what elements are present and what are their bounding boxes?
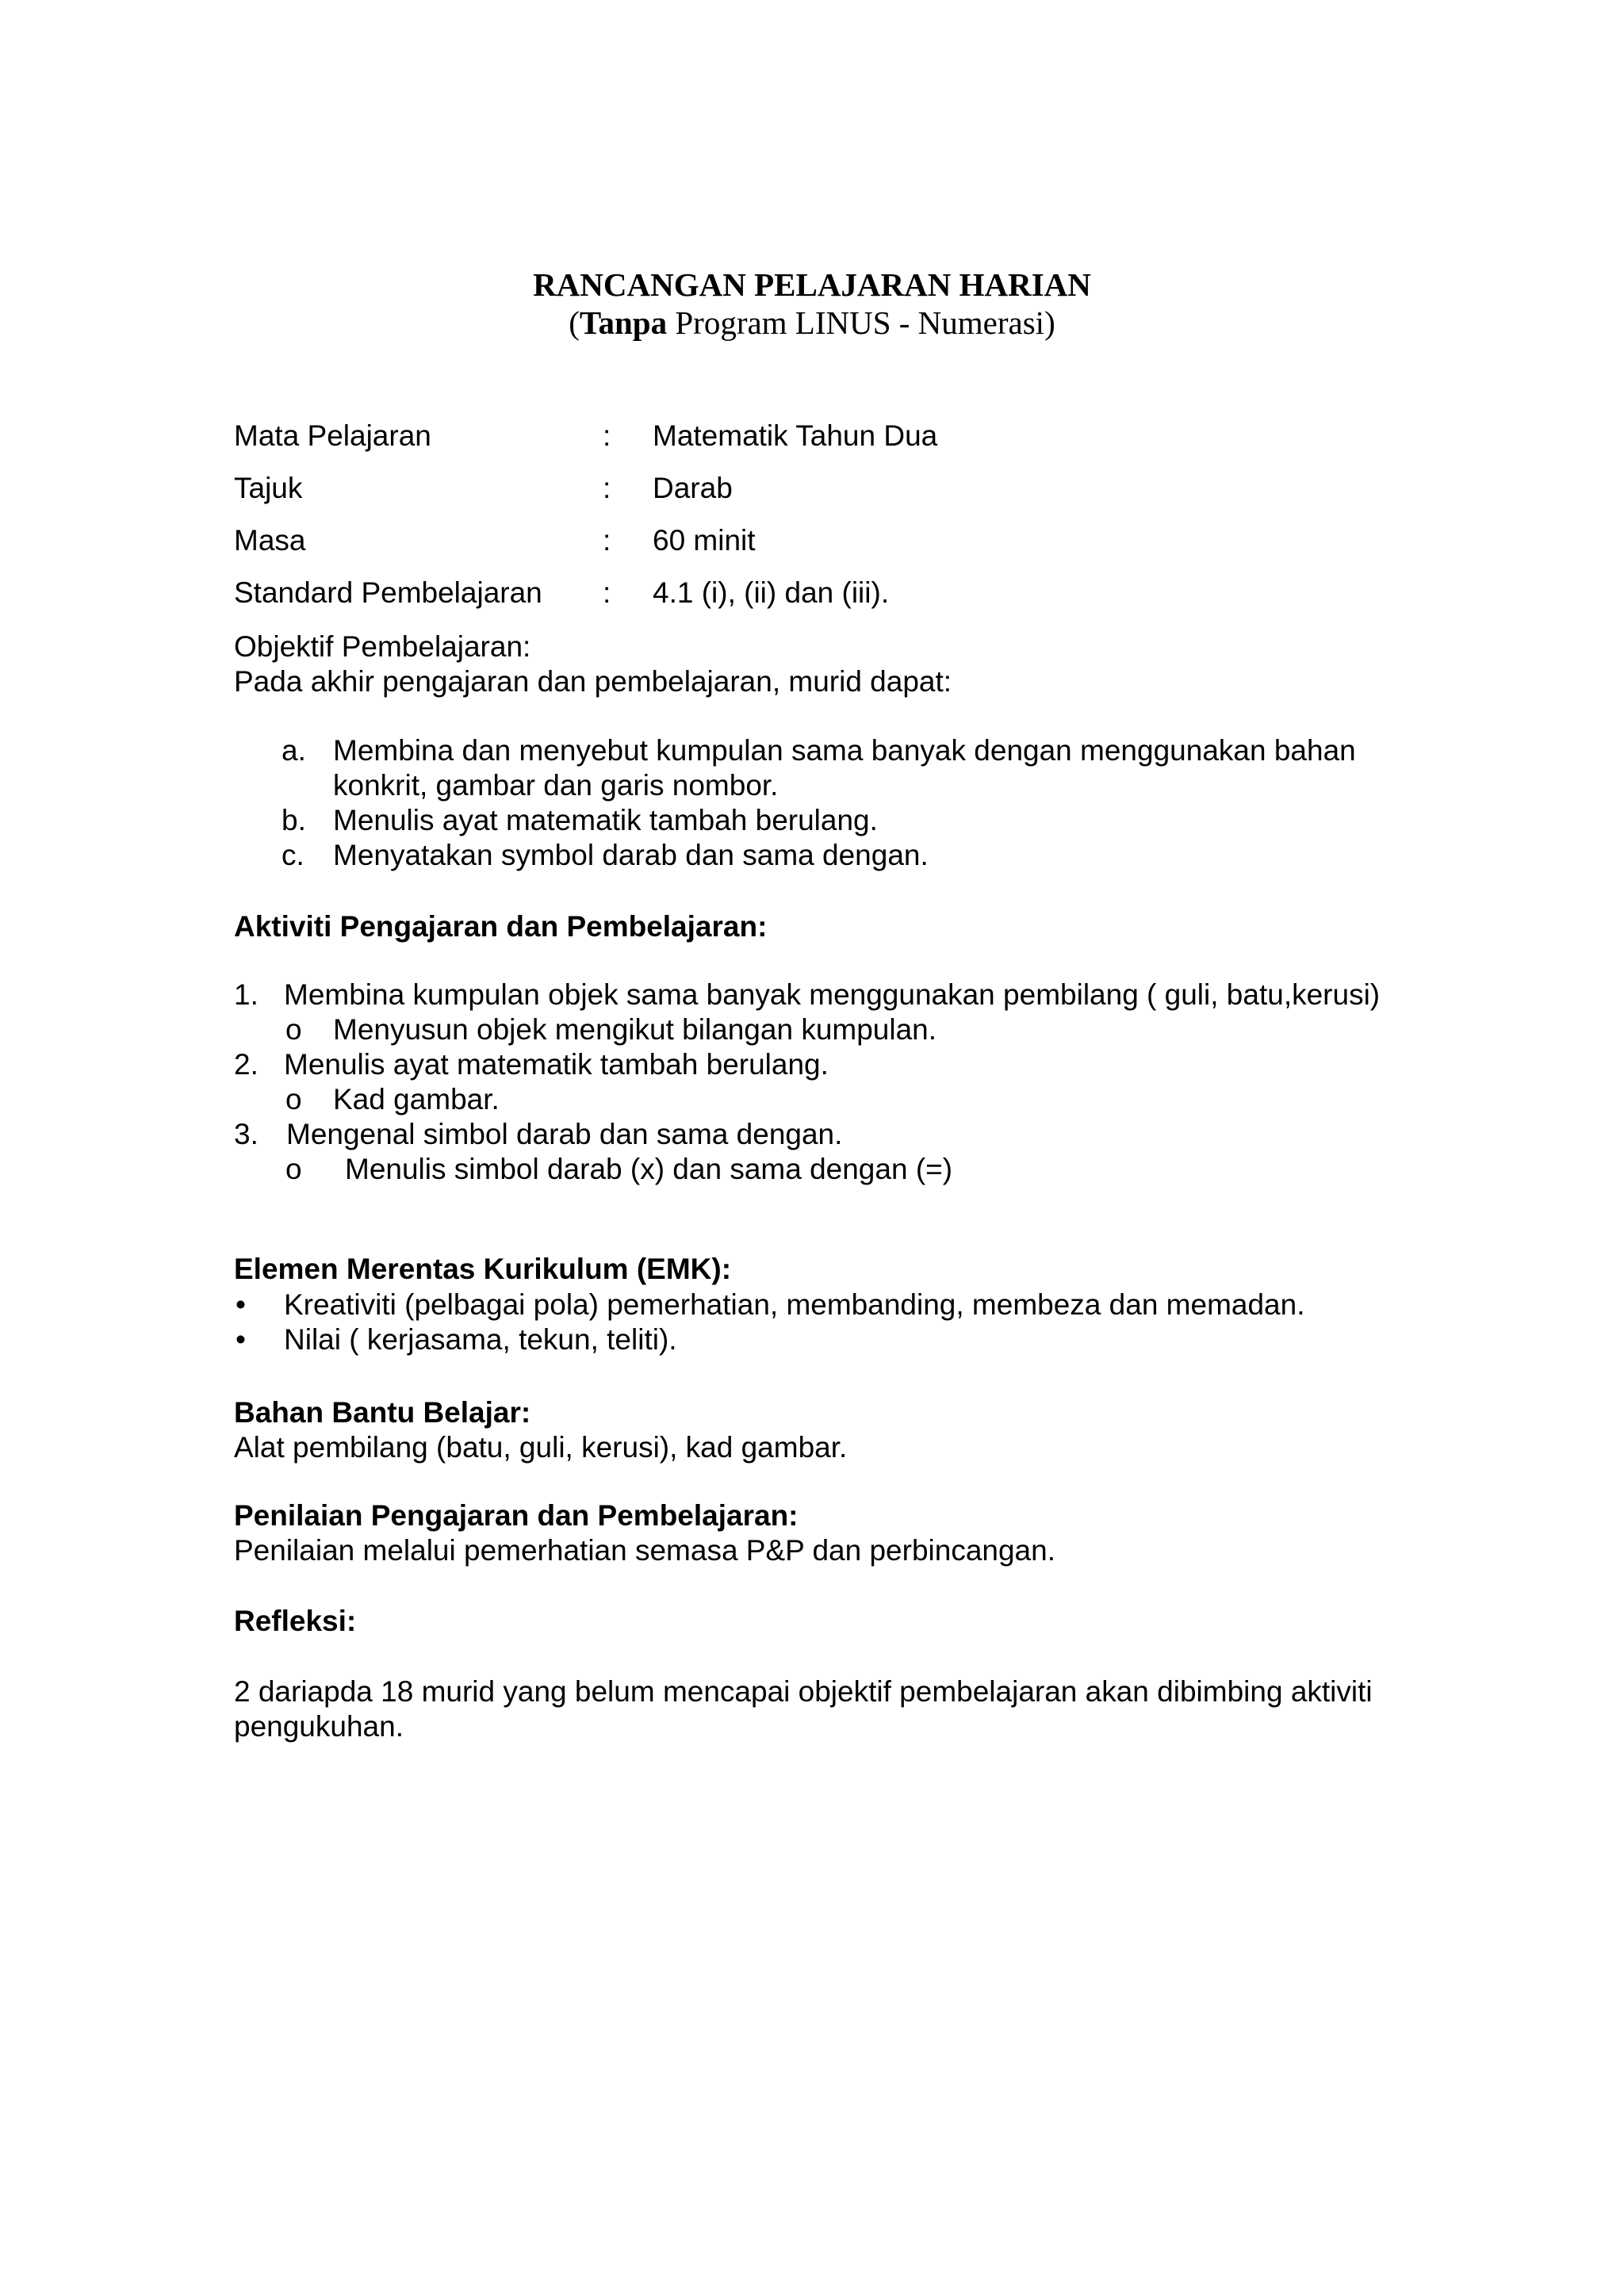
refleksi-section xyxy=(234,1604,1439,1639)
activity-subtext: Menulis simbol darab (x) dan sama dengan (=) xyxy=(345,1153,953,1185)
refleksi-text-line-1: 2 dariapda 18 murid yang belum mencapai objektif pembelajaran akan dibimbing aktiviti xyxy=(234,1675,1373,1708)
info-label: Masa xyxy=(234,524,306,557)
objectives-intro: Pada akhir pengajaran dan pembelajaran, murid dapat: xyxy=(234,665,952,698)
list-number: 2. xyxy=(234,1048,259,1081)
info-separator: : xyxy=(603,524,611,557)
activities-heading: Aktiviti Pengajaran dan Pembelajaran: xyxy=(234,910,768,943)
list-marker: a. xyxy=(282,734,306,767)
bbb-section xyxy=(234,1395,1439,1465)
info-value: 4.1 (i), (ii) dan (iii). xyxy=(653,576,890,609)
info-label: Standard Pembelajaran xyxy=(234,576,542,609)
objective-text: Menyatakan symbol darab dan sama dengan. xyxy=(333,839,929,871)
objective-text: konkrit, gambar dan garis nombor. xyxy=(333,769,779,802)
activity-text: Menulis ayat matematik tambah berulang. xyxy=(284,1048,829,1081)
bullet-icon: • xyxy=(236,1288,246,1321)
objective-text: Membina dan menyebut kumpulan sama banyak dengan menggunakan bahan xyxy=(333,734,1356,767)
subtitle-rest: Program LINUS - Numerasi) xyxy=(667,304,1055,341)
objective-text: Menulis ayat matematik tambah berulang. xyxy=(333,804,878,836)
bbb-text: Alat pembilang (batu, guli, kerusi), kad gambar. xyxy=(234,1431,848,1464)
activities-section xyxy=(234,909,1439,944)
info-value: 60 minit xyxy=(653,524,756,557)
circle-bullet-icon: o xyxy=(285,1083,302,1115)
info-label: Tajuk xyxy=(234,472,303,504)
info-label: Mata Pelajaran xyxy=(234,419,431,452)
subtitle-bold-word: Tanpa xyxy=(579,304,668,341)
bullet-icon: • xyxy=(236,1323,246,1356)
penilaian-heading: Penilaian Pengajaran dan Pembelajaran: xyxy=(234,1499,799,1532)
list-marker: b. xyxy=(282,804,306,836)
refleksi-text-line-2: pengukuhan. xyxy=(234,1710,404,1743)
list-number: 3. xyxy=(234,1118,259,1150)
info-value: Darab xyxy=(653,472,733,504)
activity-text: Mengenal simbol darab dan sama dengan. xyxy=(286,1118,843,1150)
activity-subtext: Menyusun objek mengikut bilangan kumpulan. xyxy=(333,1013,937,1046)
info-separator: : xyxy=(603,576,611,609)
title-block xyxy=(0,266,1624,342)
info-separator: : xyxy=(603,472,611,504)
emk-heading: Elemen Merentas Kurikulum (EMK): xyxy=(234,1253,732,1285)
info-value: Matematik Tahun Dua xyxy=(653,419,938,452)
document-subtitle xyxy=(0,304,1624,342)
emk-text: Nilai ( kerjasama, tekun, teliti). xyxy=(284,1323,677,1356)
refleksi-heading: Refleksi: xyxy=(234,1605,357,1637)
info-separator: : xyxy=(603,419,611,452)
list-number: 1. xyxy=(234,978,259,1011)
circle-bullet-icon: o xyxy=(285,1013,302,1046)
emk-section xyxy=(234,1252,1439,1287)
subtitle-open-paren: ( xyxy=(569,304,580,341)
circle-bullet-icon: o xyxy=(285,1153,302,1185)
penilaian-section xyxy=(234,1498,1439,1568)
list-marker: c. xyxy=(282,839,304,871)
activity-subtext: Kad gambar. xyxy=(333,1083,500,1115)
refleksi-body xyxy=(234,1674,1439,1744)
objectives-section xyxy=(234,629,1439,699)
bbb-heading: Bahan Bantu Belajar: xyxy=(234,1396,531,1429)
document-title: RANCANGAN PELAJARAN HARIAN xyxy=(533,266,1091,303)
objectives-heading: Objektif Pembelajaran: xyxy=(234,630,531,663)
activity-text: Membina kumpulan objek sama banyak menggunakan pembilang ( guli, batu,kerusi) xyxy=(284,978,1381,1011)
penilaian-text: Penilaian melalui pemerhatian semasa P&P dan perbincangan. xyxy=(234,1534,1055,1567)
emk-text: Kreativiti (pelbagai pola) pemerhatian, membanding, membeza dan memadan. xyxy=(284,1288,1305,1321)
